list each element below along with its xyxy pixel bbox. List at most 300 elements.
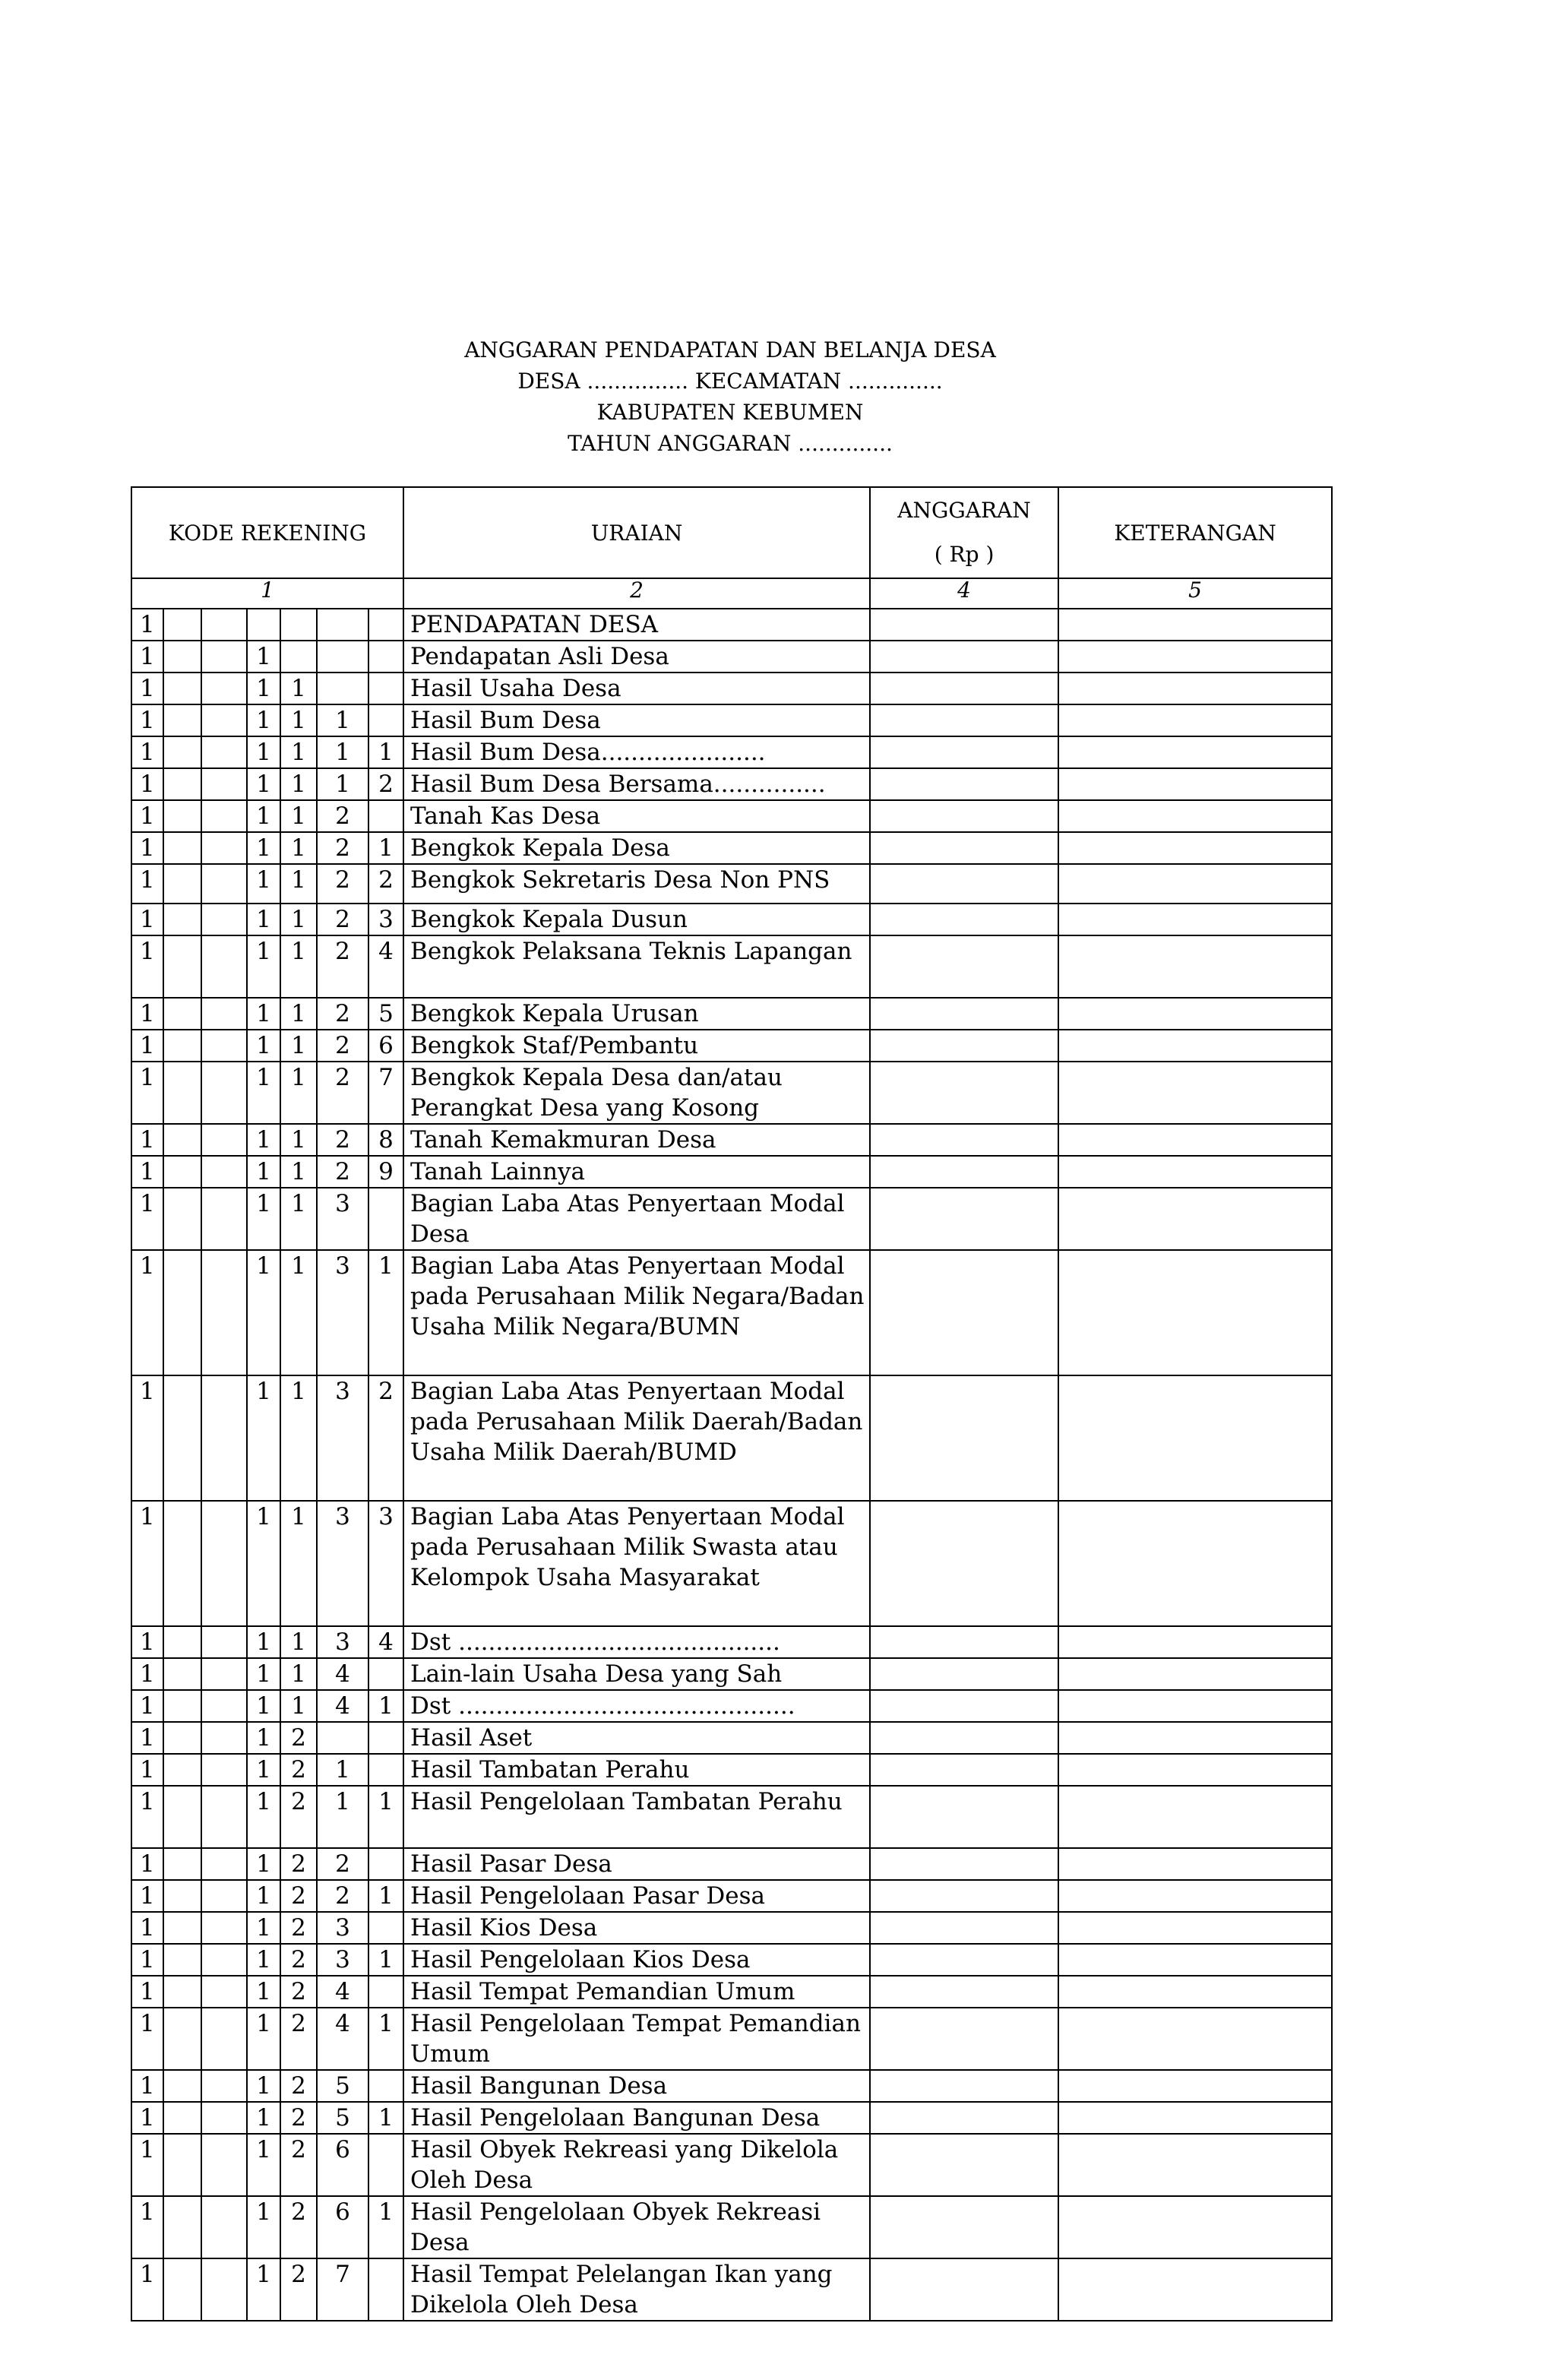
kode-cell: 3 [317, 1944, 368, 1976]
kode-cell [201, 704, 247, 736]
keterangan-cell [1058, 768, 1332, 800]
keterangan-cell [1058, 800, 1332, 832]
keterangan-cell [1058, 2196, 1332, 2258]
kode-cell: 1 [247, 1722, 280, 1754]
kode-cell: 1 [368, 1250, 403, 1375]
kode-cell: 5 [368, 998, 403, 1030]
uraian-cell: Hasil Bangunan Desa [403, 2070, 870, 2102]
uraian-cell: Bengkok Kepala Urusan [403, 998, 870, 1030]
anggaran-cell [870, 673, 1058, 704]
keterangan-cell [1058, 1880, 1332, 1912]
table-row [131, 1250, 1332, 1375]
kode-cell: 1 [280, 1250, 317, 1375]
table-row [131, 609, 1332, 641]
kode-cell: 4 [317, 1976, 368, 2008]
anggaran-cell [870, 935, 1058, 998]
kode-cell [201, 1124, 247, 1156]
kode-cell [163, 1626, 201, 1658]
kode-cell: 2 [317, 800, 368, 832]
kode-cell [280, 609, 317, 641]
kode-cell: 1 [280, 1062, 317, 1124]
keterangan-cell [1058, 609, 1332, 641]
kode-cell: 2 [280, 2070, 317, 2102]
kode-cell: 1 [131, 800, 163, 832]
keterangan-cell [1058, 641, 1332, 673]
kode-cell [368, 1658, 403, 1690]
kode-cell [163, 1062, 201, 1124]
kode-cell: 1 [131, 736, 163, 768]
kode-cell: 1 [247, 1626, 280, 1658]
kode-cell: 1 [131, 641, 163, 673]
anggaran-cell [870, 832, 1058, 864]
column-number-1: 1 [131, 578, 403, 609]
kode-cell: 1 [131, 1030, 163, 1062]
table-row [131, 1062, 1332, 1124]
kode-cell [163, 2134, 201, 2196]
kode-cell [201, 768, 247, 800]
kode-cell [368, 609, 403, 641]
kode-cell [201, 2258, 247, 2321]
kode-cell: 4 [317, 1658, 368, 1690]
kode-cell: 1 [280, 1188, 317, 1250]
keterangan-cell [1058, 736, 1332, 768]
kode-cell [368, 1188, 403, 1250]
kode-cell [201, 673, 247, 704]
keterangan-cell [1058, 1786, 1332, 1848]
keterangan-cell [1058, 1848, 1332, 1880]
kode-cell: 3 [317, 1626, 368, 1658]
table-row [131, 2196, 1332, 2258]
keterangan-cell [1058, 2102, 1332, 2134]
uraian-cell: Dst ............................................. [403, 1690, 870, 1722]
anggaran-cell [870, 2070, 1058, 2102]
kode-cell: 1 [247, 1375, 280, 1501]
anggaran-cell [870, 1030, 1058, 1062]
kode-cell: 2 [368, 864, 403, 904]
kode-cell: 2 [280, 1912, 317, 1944]
keterangan-cell [1058, 2258, 1332, 2321]
kode-cell: 9 [368, 1156, 403, 1188]
kode-cell: 1 [247, 935, 280, 998]
kode-cell: 1 [131, 1976, 163, 2008]
kode-cell: 1 [368, 1786, 403, 1848]
kode-cell: 8 [368, 1124, 403, 1156]
kode-cell [201, 1156, 247, 1188]
kode-cell: 1 [247, 641, 280, 673]
kode-cell: 5 [317, 2070, 368, 2102]
uraian-cell: Hasil Bum Desa [403, 704, 870, 736]
kode-cell [163, 1690, 201, 1722]
kode-cell: 2 [280, 2196, 317, 2258]
kode-cell [163, 864, 201, 904]
table-row [131, 2258, 1332, 2321]
kode-cell [163, 1848, 201, 1880]
kode-cell: 3 [317, 1912, 368, 1944]
kode-cell [368, 1912, 403, 1944]
kode-cell: 1 [247, 2070, 280, 2102]
kode-cell: 1 [280, 800, 317, 832]
kode-cell: 1 [131, 1944, 163, 1976]
kode-cell: 1 [131, 1786, 163, 1848]
kode-cell [368, 1722, 403, 1754]
kode-cell: 2 [280, 1976, 317, 2008]
keterangan-cell [1058, 1976, 1332, 2008]
kode-cell: 7 [317, 2258, 368, 2321]
title-line-1: ANGGARAN PENDAPATAN DAN BELANJA DESA [464, 337, 996, 362]
kode-cell: 4 [317, 2008, 368, 2070]
kode-cell: 2 [317, 1124, 368, 1156]
kode-cell: 1 [131, 2134, 163, 2196]
kode-cell: 1 [247, 1944, 280, 1976]
kode-cell: 1 [317, 1786, 368, 1848]
uraian-cell: Hasil Bum Desa Bersama............... [403, 768, 870, 800]
kode-cell [201, 641, 247, 673]
table-row [131, 1658, 1332, 1690]
kode-cell: 1 [247, 2008, 280, 2070]
kode-cell: 1 [247, 800, 280, 832]
kode-cell: 6 [317, 2134, 368, 2196]
keterangan-cell [1058, 1156, 1332, 1188]
anggaran-cell [870, 998, 1058, 1030]
table-row [131, 1912, 1332, 1944]
kode-cell: 1 [247, 704, 280, 736]
uraian-cell: Bagian Laba Atas Penyertaan Modal Desa [403, 1188, 870, 1250]
table-body [131, 609, 1332, 2321]
kode-cell: 2 [317, 998, 368, 1030]
table-row [131, 1754, 1332, 1786]
kode-cell: 2 [280, 1786, 317, 1848]
uraian-cell: Hasil Pengelolaan Pasar Desa [403, 1880, 870, 1912]
title-line-3: KABUPATEN KEBUMEN [596, 400, 864, 425]
kode-cell: 1 [131, 1501, 163, 1626]
kode-cell [201, 1848, 247, 1880]
kode-cell [317, 673, 368, 704]
uraian-cell: Tanah Kemakmuran Desa [403, 1124, 870, 1156]
kode-cell: 1 [280, 1626, 317, 1658]
anggaran-cell [870, 609, 1058, 641]
anggaran-cell [870, 1156, 1058, 1188]
anggaran-cell [870, 1754, 1058, 1786]
keterangan-cell [1058, 673, 1332, 704]
keterangan-cell [1058, 1501, 1332, 1626]
keterangan-cell [1058, 704, 1332, 736]
kode-cell: 1 [368, 2102, 403, 2134]
kode-cell: 2 [280, 1754, 317, 1786]
kode-cell: 1 [368, 736, 403, 768]
uraian-cell: Bagian Laba Atas Penyertaan Modal pada Perusahaan Milik Swasta atau Kelompok Usaha Masyarakat [403, 1501, 870, 1626]
table-row [131, 1880, 1332, 1912]
kode-cell: 1 [280, 704, 317, 736]
table-row [131, 864, 1332, 904]
kode-cell [201, 1030, 247, 1062]
kode-cell [163, 768, 201, 800]
anggaran-cell [870, 2196, 1058, 2258]
uraian-cell: Hasil Aset [403, 1722, 870, 1754]
keterangan-cell [1058, 832, 1332, 864]
kode-cell: 1 [247, 832, 280, 864]
kode-cell: 1 [131, 1848, 163, 1880]
kode-cell [201, 832, 247, 864]
kode-cell [163, 704, 201, 736]
kode-cell [163, 641, 201, 673]
kode-cell [201, 2134, 247, 2196]
kode-cell: 2 [317, 1880, 368, 1912]
table-row [131, 1501, 1332, 1626]
table-row [131, 2008, 1332, 2070]
anggaran-cell [870, 1124, 1058, 1156]
kode-cell: 1 [280, 1501, 317, 1626]
kode-cell [201, 2196, 247, 2258]
kode-cell [368, 1754, 403, 1786]
kode-cell: 1 [317, 736, 368, 768]
uraian-cell: Hasil Obyek Rekreasi yang Dikelola Oleh Desa [403, 2134, 870, 2196]
anggaran-cell [870, 641, 1058, 673]
kode-cell: 1 [131, 864, 163, 904]
anggaran-cell [870, 1250, 1058, 1375]
kode-cell [163, 2258, 201, 2321]
kode-cell [201, 2008, 247, 2070]
uraian-cell: Hasil Pengelolaan Kios Desa [403, 1944, 870, 1976]
kode-cell: 1 [131, 1912, 163, 1944]
kode-cell: 4 [368, 1626, 403, 1658]
kode-cell [201, 2102, 247, 2134]
uraian-cell: Bengkok Kepala Desa [403, 832, 870, 864]
keterangan-cell [1058, 2134, 1332, 2196]
uraian-cell: Hasil Pengelolaan Tambatan Perahu [403, 1786, 870, 1848]
header-keterangan: KETERANGAN [1058, 487, 1332, 578]
kode-cell [368, 673, 403, 704]
keterangan-cell [1058, 1375, 1332, 1501]
kode-cell [163, 935, 201, 998]
kode-cell: 2 [280, 2258, 317, 2321]
kode-cell: 1 [247, 1188, 280, 1250]
kode-cell: 6 [317, 2196, 368, 2258]
kode-cell: 1 [247, 1754, 280, 1786]
kode-cell: 2 [280, 1722, 317, 1754]
header-uraian: URAIAN [403, 487, 870, 578]
kode-cell: 1 [280, 998, 317, 1030]
anggaran-cell [870, 1062, 1058, 1124]
kode-cell: 1 [280, 832, 317, 864]
table-row [131, 2070, 1332, 2102]
kode-cell [201, 1501, 247, 1626]
uraian-cell: Bengkok Pelaksana Teknis Lapangan [403, 935, 870, 998]
kode-cell [163, 1722, 201, 1754]
kode-cell: 1 [247, 2196, 280, 2258]
kode-cell: 1 [247, 2258, 280, 2321]
uraian-cell: Hasil Tempat Pemandian Umum [403, 1976, 870, 2008]
anggaran-cell [870, 1880, 1058, 1912]
table-row [131, 1944, 1332, 1976]
header-anggaran-label: ANGGARAN [897, 498, 1031, 523]
table-row [131, 1976, 1332, 2008]
uraian-cell: Bagian Laba Atas Penyertaan Modal pada Perusahaan Milik Negara/Badan Usaha Milik Negara/BUMN [403, 1250, 870, 1375]
table-row [131, 704, 1332, 736]
anggaran-cell [870, 2008, 1058, 2070]
kode-cell [201, 609, 247, 641]
kode-cell: 3 [368, 1501, 403, 1626]
kode-cell: 1 [131, 2070, 163, 2102]
uraian-cell: Hasil Bum Desa...................... [403, 736, 870, 768]
uraian-cell: Hasil Pengelolaan Bangunan Desa [403, 2102, 870, 2134]
table-row [131, 800, 1332, 832]
table-row [131, 1156, 1332, 1188]
kode-cell [201, 1976, 247, 2008]
keterangan-cell [1058, 1690, 1332, 1722]
kode-cell: 1 [131, 1188, 163, 1250]
kode-cell [368, 2258, 403, 2321]
kode-cell: 1 [131, 2008, 163, 2070]
kode-cell [163, 1250, 201, 1375]
kode-cell [201, 935, 247, 998]
uraian-cell: Hasil Usaha Desa [403, 673, 870, 704]
anggaran-cell [870, 800, 1058, 832]
kode-cell: 2 [280, 2102, 317, 2134]
kode-cell: 1 [131, 1124, 163, 1156]
kode-cell: 1 [368, 832, 403, 864]
table-row [131, 1690, 1332, 1722]
anggaran-cell [870, 704, 1058, 736]
kode-cell: 1 [280, 935, 317, 998]
kode-cell: 1 [131, 1690, 163, 1722]
kode-cell: 1 [368, 1880, 403, 1912]
kode-cell: 1 [131, 2196, 163, 2258]
kode-cell: 1 [317, 704, 368, 736]
anggaran-cell [870, 1944, 1058, 1976]
kode-cell: 2 [368, 768, 403, 800]
keterangan-cell [1058, 1754, 1332, 1786]
keterangan-cell [1058, 1124, 1332, 1156]
kode-cell: 3 [317, 1250, 368, 1375]
column-number-2: 2 [403, 578, 870, 609]
kode-cell: 1 [247, 1501, 280, 1626]
anggaran-cell [870, 736, 1058, 768]
kode-cell [201, 1912, 247, 1944]
kode-cell [163, 2102, 201, 2134]
kode-cell: 2 [317, 832, 368, 864]
kode-cell [163, 609, 201, 641]
kode-cell: 1 [247, 998, 280, 1030]
kode-cell: 1 [131, 1156, 163, 1188]
kode-cell [317, 641, 368, 673]
kode-cell [163, 832, 201, 864]
uraian-cell: Hasil Tempat Pelelangan Ikan yang Dikelola Oleh Desa [403, 2258, 870, 2321]
uraian-cell: Hasil Kios Desa [403, 1912, 870, 1944]
kode-cell: 1 [247, 1690, 280, 1722]
table-row [131, 1786, 1332, 1848]
table-row [131, 1626, 1332, 1658]
kode-cell [163, 1976, 201, 2008]
kode-cell: 2 [280, 1880, 317, 1912]
kode-cell: 1 [280, 904, 317, 935]
table-row [131, 1030, 1332, 1062]
kode-cell [163, 1501, 201, 1626]
kode-cell: 1 [131, 935, 163, 998]
kode-cell: 1 [131, 904, 163, 935]
keterangan-cell [1058, 1030, 1332, 1062]
kode-cell: 1 [280, 673, 317, 704]
kode-cell: 2 [280, 1848, 317, 1880]
keterangan-cell [1058, 1912, 1332, 1944]
kode-cell [317, 609, 368, 641]
title-line-2: DESA ............... KECAMATAN .............. [517, 369, 943, 394]
kode-cell [201, 736, 247, 768]
kode-cell [163, 673, 201, 704]
kode-cell: 2 [317, 935, 368, 998]
kode-cell: 1 [247, 673, 280, 704]
kode-cell: 1 [280, 1156, 317, 1188]
anggaran-cell [870, 1375, 1058, 1501]
kode-cell [201, 1188, 247, 1250]
kode-cell: 1 [131, 1658, 163, 1690]
keterangan-cell [1058, 904, 1332, 935]
kode-cell: 1 [131, 768, 163, 800]
column-number-4: 4 [870, 578, 1058, 609]
uraian-cell: Dst ........................................... [403, 1626, 870, 1658]
kode-cell: 2 [280, 1944, 317, 1976]
uraian-cell: PENDAPATAN DESA [403, 609, 870, 641]
kode-cell [201, 864, 247, 904]
kode-cell [247, 609, 280, 641]
kode-cell: 1 [247, 1912, 280, 1944]
kode-cell [201, 1880, 247, 1912]
kode-cell: 1 [280, 1658, 317, 1690]
kode-cell [163, 1030, 201, 1062]
header-anggaran [870, 487, 1058, 578]
kode-cell: 1 [280, 768, 317, 800]
anggaran-cell [870, 2258, 1058, 2321]
table-row [131, 1722, 1332, 1754]
kode-cell: 1 [280, 736, 317, 768]
uraian-cell: Hasil Tambatan Perahu [403, 1754, 870, 1786]
kode-cell: 1 [280, 1375, 317, 1501]
kode-cell [368, 704, 403, 736]
kode-cell: 1 [247, 1062, 280, 1124]
apbdes-table [131, 486, 1331, 2321]
keterangan-cell [1058, 1722, 1332, 1754]
table-row [131, 1848, 1332, 1880]
kode-cell: 2 [280, 2008, 317, 2070]
kode-cell: 1 [247, 1848, 280, 1880]
kode-cell: 1 [247, 1030, 280, 1062]
keterangan-cell [1058, 864, 1332, 904]
kode-cell [163, 1375, 201, 1501]
kode-cell [201, 1722, 247, 1754]
kode-cell: 7 [368, 1062, 403, 1124]
keterangan-cell [1058, 1188, 1332, 1250]
kode-cell: 1 [247, 1880, 280, 1912]
kode-cell [201, 1754, 247, 1786]
anggaran-cell [870, 904, 1058, 935]
kode-cell [201, 1375, 247, 1501]
title-line-4: TAHUN ANGGARAN .............. [568, 431, 893, 456]
kode-cell: 1 [368, 2196, 403, 2258]
kode-cell: 1 [131, 998, 163, 1030]
kode-cell [163, 1912, 201, 1944]
keterangan-cell [1058, 2070, 1332, 2102]
kode-cell: 1 [317, 768, 368, 800]
kode-cell [201, 904, 247, 935]
kode-cell [163, 1944, 201, 1976]
keterangan-cell [1058, 998, 1332, 1030]
table-row [131, 1124, 1332, 1156]
uraian-cell: Bengkok Sekretaris Desa Non PNS [403, 864, 870, 904]
kode-cell [201, 1944, 247, 1976]
kode-cell: 1 [131, 673, 163, 704]
kode-cell: 1 [247, 2134, 280, 2196]
kode-cell [368, 2134, 403, 2196]
kode-cell [163, 1124, 201, 1156]
